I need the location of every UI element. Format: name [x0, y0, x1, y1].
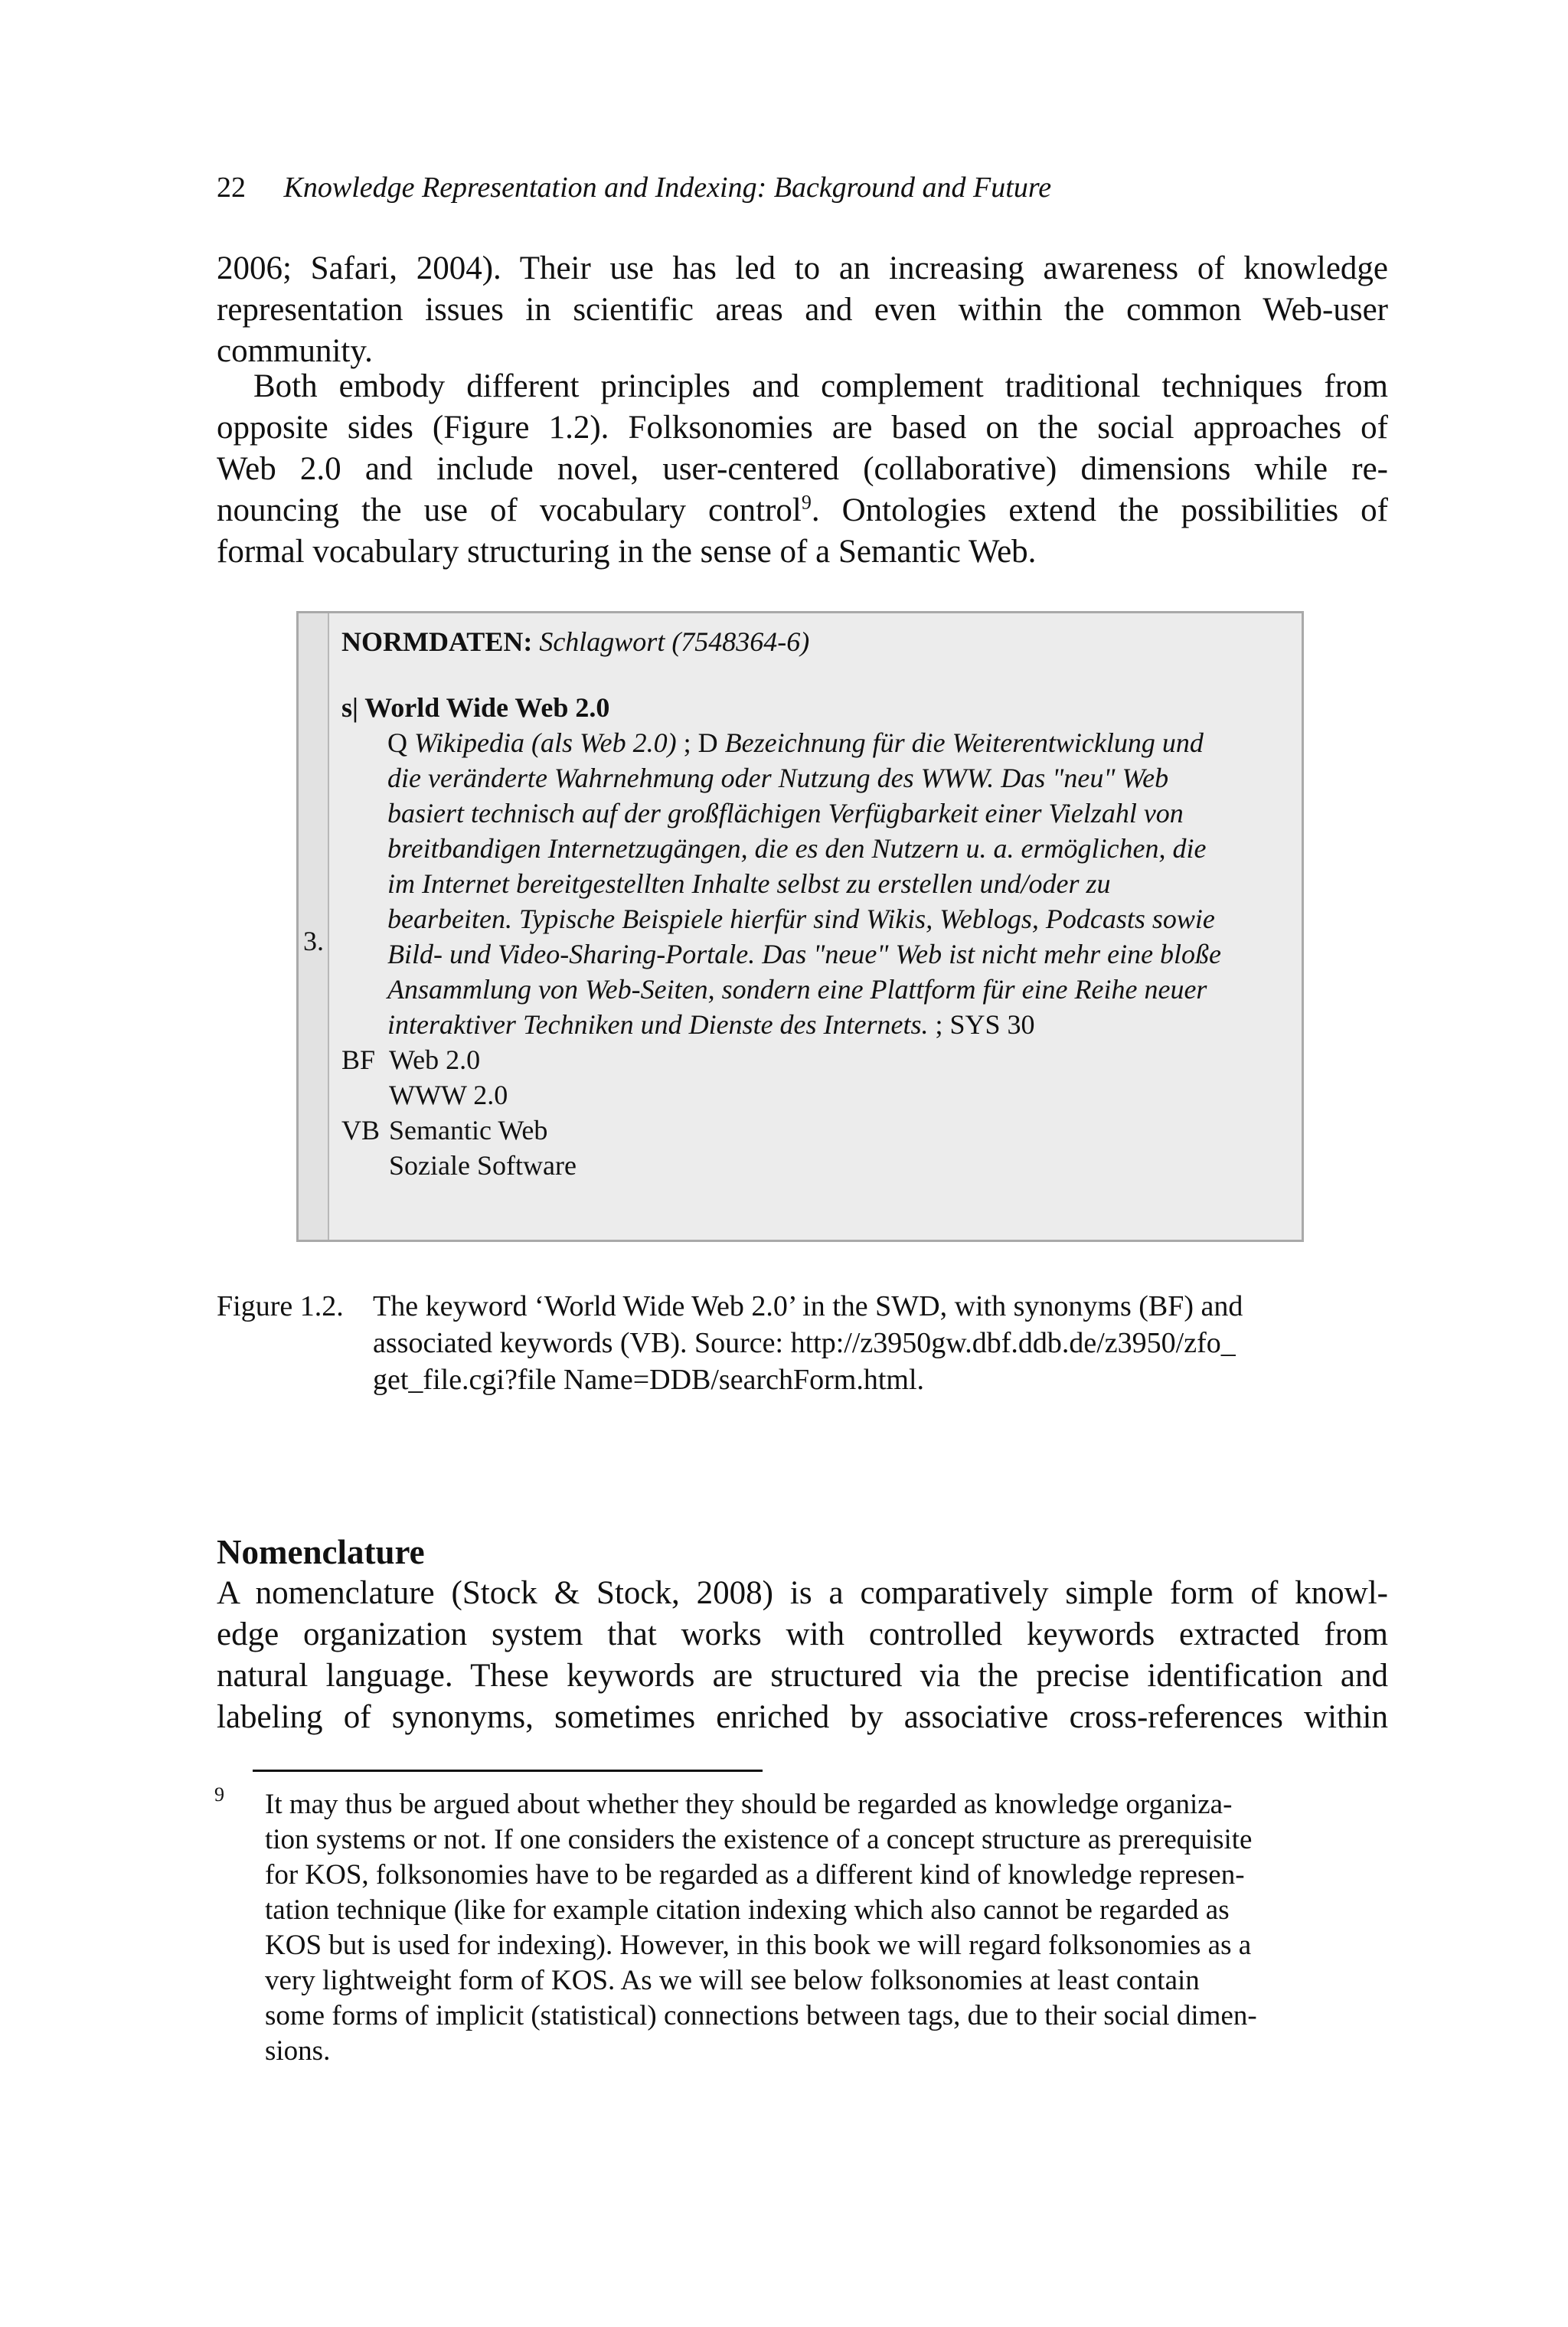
footnote-line: tion systems or not. If one considers the existence of a concept structure as prerequisite — [265, 1824, 1253, 1855]
text-line: labeling of synonyms, sometimes enriched by associative cross-references within — [217, 1699, 1388, 1735]
footnote-divider — [253, 1770, 763, 1772]
text-line: representation issues in scientific areas and even within the common Web-user — [217, 292, 1388, 328]
q-label: Q — [387, 727, 407, 758]
figure-screenshot — [296, 611, 1304, 1242]
footnote-reference: 9 — [801, 491, 812, 514]
normdaten-value: Schlagwort (7548364-6) — [539, 626, 810, 657]
text-line: Both embody different principles and complement traditional techniques from — [253, 368, 1388, 404]
description-line — [387, 1007, 1291, 1042]
footnote-text — [265, 1787, 1377, 2069]
separator: ; — [676, 727, 698, 758]
vb-code: VB — [341, 1115, 381, 1146]
footnote-line: KOS but is used for indexing). However, in this book we will regard folksonomies as a — [265, 1930, 1252, 1961]
caption-line: associated keywords (VB). Source: http://z3950gw.dbf.ddb.de/z3950/zfo_ — [373, 1327, 1236, 1359]
footnote-number: 9 — [214, 1783, 224, 1806]
d-label: D — [697, 727, 718, 758]
text-line: natural language. These keywords are structured via the precise identification and — [217, 1658, 1388, 1694]
description-line: im Internet bereitgestellten Inhalte selbst zu erstellen und/oder zu — [387, 868, 1111, 899]
normdaten-label: NORMDATEN: — [341, 626, 533, 657]
text-line — [217, 490, 1388, 531]
synonym-term: WWW 2.0 — [389, 1080, 508, 1110]
synonym-term: Web 2.0 — [389, 1044, 481, 1075]
footnote-line: very lightweight form of KOS. As we will see below folksonomies at least contain — [265, 1965, 1200, 1996]
record-description — [341, 725, 1291, 1042]
text-fragment: . Ontologies extend the possibilities of — [811, 492, 1388, 528]
footnote-line: some forms of implicit (statistical) connections between tags, due to their social dimen- — [265, 2000, 1257, 2031]
sys-code: ; SYS 30 — [928, 1009, 1035, 1040]
page-number: 22 — [217, 172, 246, 204]
running-title: Knowledge Representation and Indexing: Background and Future — [283, 172, 1052, 204]
text-line: A nomenclature (Stock & Stock, 2008) is a comparatively simple form of knowl- — [217, 1575, 1388, 1611]
caption-label: Figure 1.2. — [217, 1290, 344, 1322]
section-heading: Nomenclature — [217, 1533, 425, 1571]
row-number: 3. — [303, 926, 324, 956]
record-heading: s| World Wide Web 2.0 — [341, 692, 610, 723]
description-line: Ansammlung von Web-Seiten, sondern eine Plattform für eine Reihe neuer — [387, 974, 1207, 1005]
caption-line: get_file.cgi?file Name=DDB/searchForm.html. — [373, 1364, 924, 1396]
associated-term: Soziale Software — [389, 1150, 577, 1181]
text-line: Web 2.0 and include novel, user-centered (collaborative) dimensions while re- — [217, 451, 1388, 487]
figure-row-gutter — [299, 613, 329, 1240]
footnote-line: tation technique (like for example citation indexing which also cannot be regarded as — [265, 1894, 1230, 1926]
footnote-line: for KOS, folksonomies have to be regarded as a different kind of knowledge represen- — [265, 1859, 1245, 1891]
description-text: interaktiver Techniken und Dienste des Internets. — [387, 1009, 929, 1040]
description-text: Bezeichnung für die Weiterentwicklung und — [724, 727, 1204, 758]
q-source: Wikipedia (als Web 2.0) — [414, 727, 677, 758]
text-line: 2006; Safari, 2004). Their use has led to an increasing awareness of knowledge — [217, 250, 1388, 286]
caption-text — [373, 1288, 1414, 1398]
description-line: basiert technisch auf der großflächigen Verfügbarkeit einer Vielzahl von — [387, 798, 1184, 829]
paragraph-2 — [217, 366, 1388, 573]
text-fragment: nouncing the use of vocabulary control — [217, 492, 802, 528]
paragraph-1 — [217, 248, 1388, 372]
normdaten-line — [341, 624, 1291, 659]
footnote-line: It may thus be argued about whether they should be regarded as knowledge organiza- — [265, 1789, 1233, 1820]
bf-synonyms — [341, 1042, 1291, 1077]
record-content — [341, 624, 1291, 1183]
text-line: opposite sides (Figure 1.2). Folksonomies are based on the social approaches of — [217, 410, 1388, 446]
vb-associations — [341, 1113, 1291, 1148]
description-line: die veränderte Wahrnehmung oder Nutzung des WWW. Das "neu" Web — [387, 763, 1169, 793]
section-paragraph — [217, 1573, 1388, 1738]
text-line: edge organization system that works with controlled keywords extracted from — [217, 1616, 1388, 1652]
running-header — [217, 170, 1051, 205]
associated-term: Semantic Web — [389, 1115, 548, 1146]
footnote-line: sions. — [265, 2035, 331, 2067]
description-line: breitbandigen Internetzugängen, die es den Nutzern u. a. ermöglichen, die — [387, 833, 1207, 864]
description-line: Bild- und Video-Sharing-Portale. Das "neue" Web ist nicht mehr eine bloße — [387, 939, 1222, 969]
description-line — [387, 725, 1291, 760]
text-line: community. — [217, 333, 373, 369]
caption-line: The keyword ‘World Wide Web 2.0’ in the SWD, with synonyms (BF) and — [373, 1290, 1243, 1322]
text-line: formal vocabulary structuring in the sense of a Semantic Web. — [217, 534, 1037, 570]
description-line: bearbeiten. Typische Beispiele hierfür sind Wikis, Weblogs, Podcasts sowie — [387, 904, 1215, 934]
bf-code: BF — [341, 1044, 376, 1075]
